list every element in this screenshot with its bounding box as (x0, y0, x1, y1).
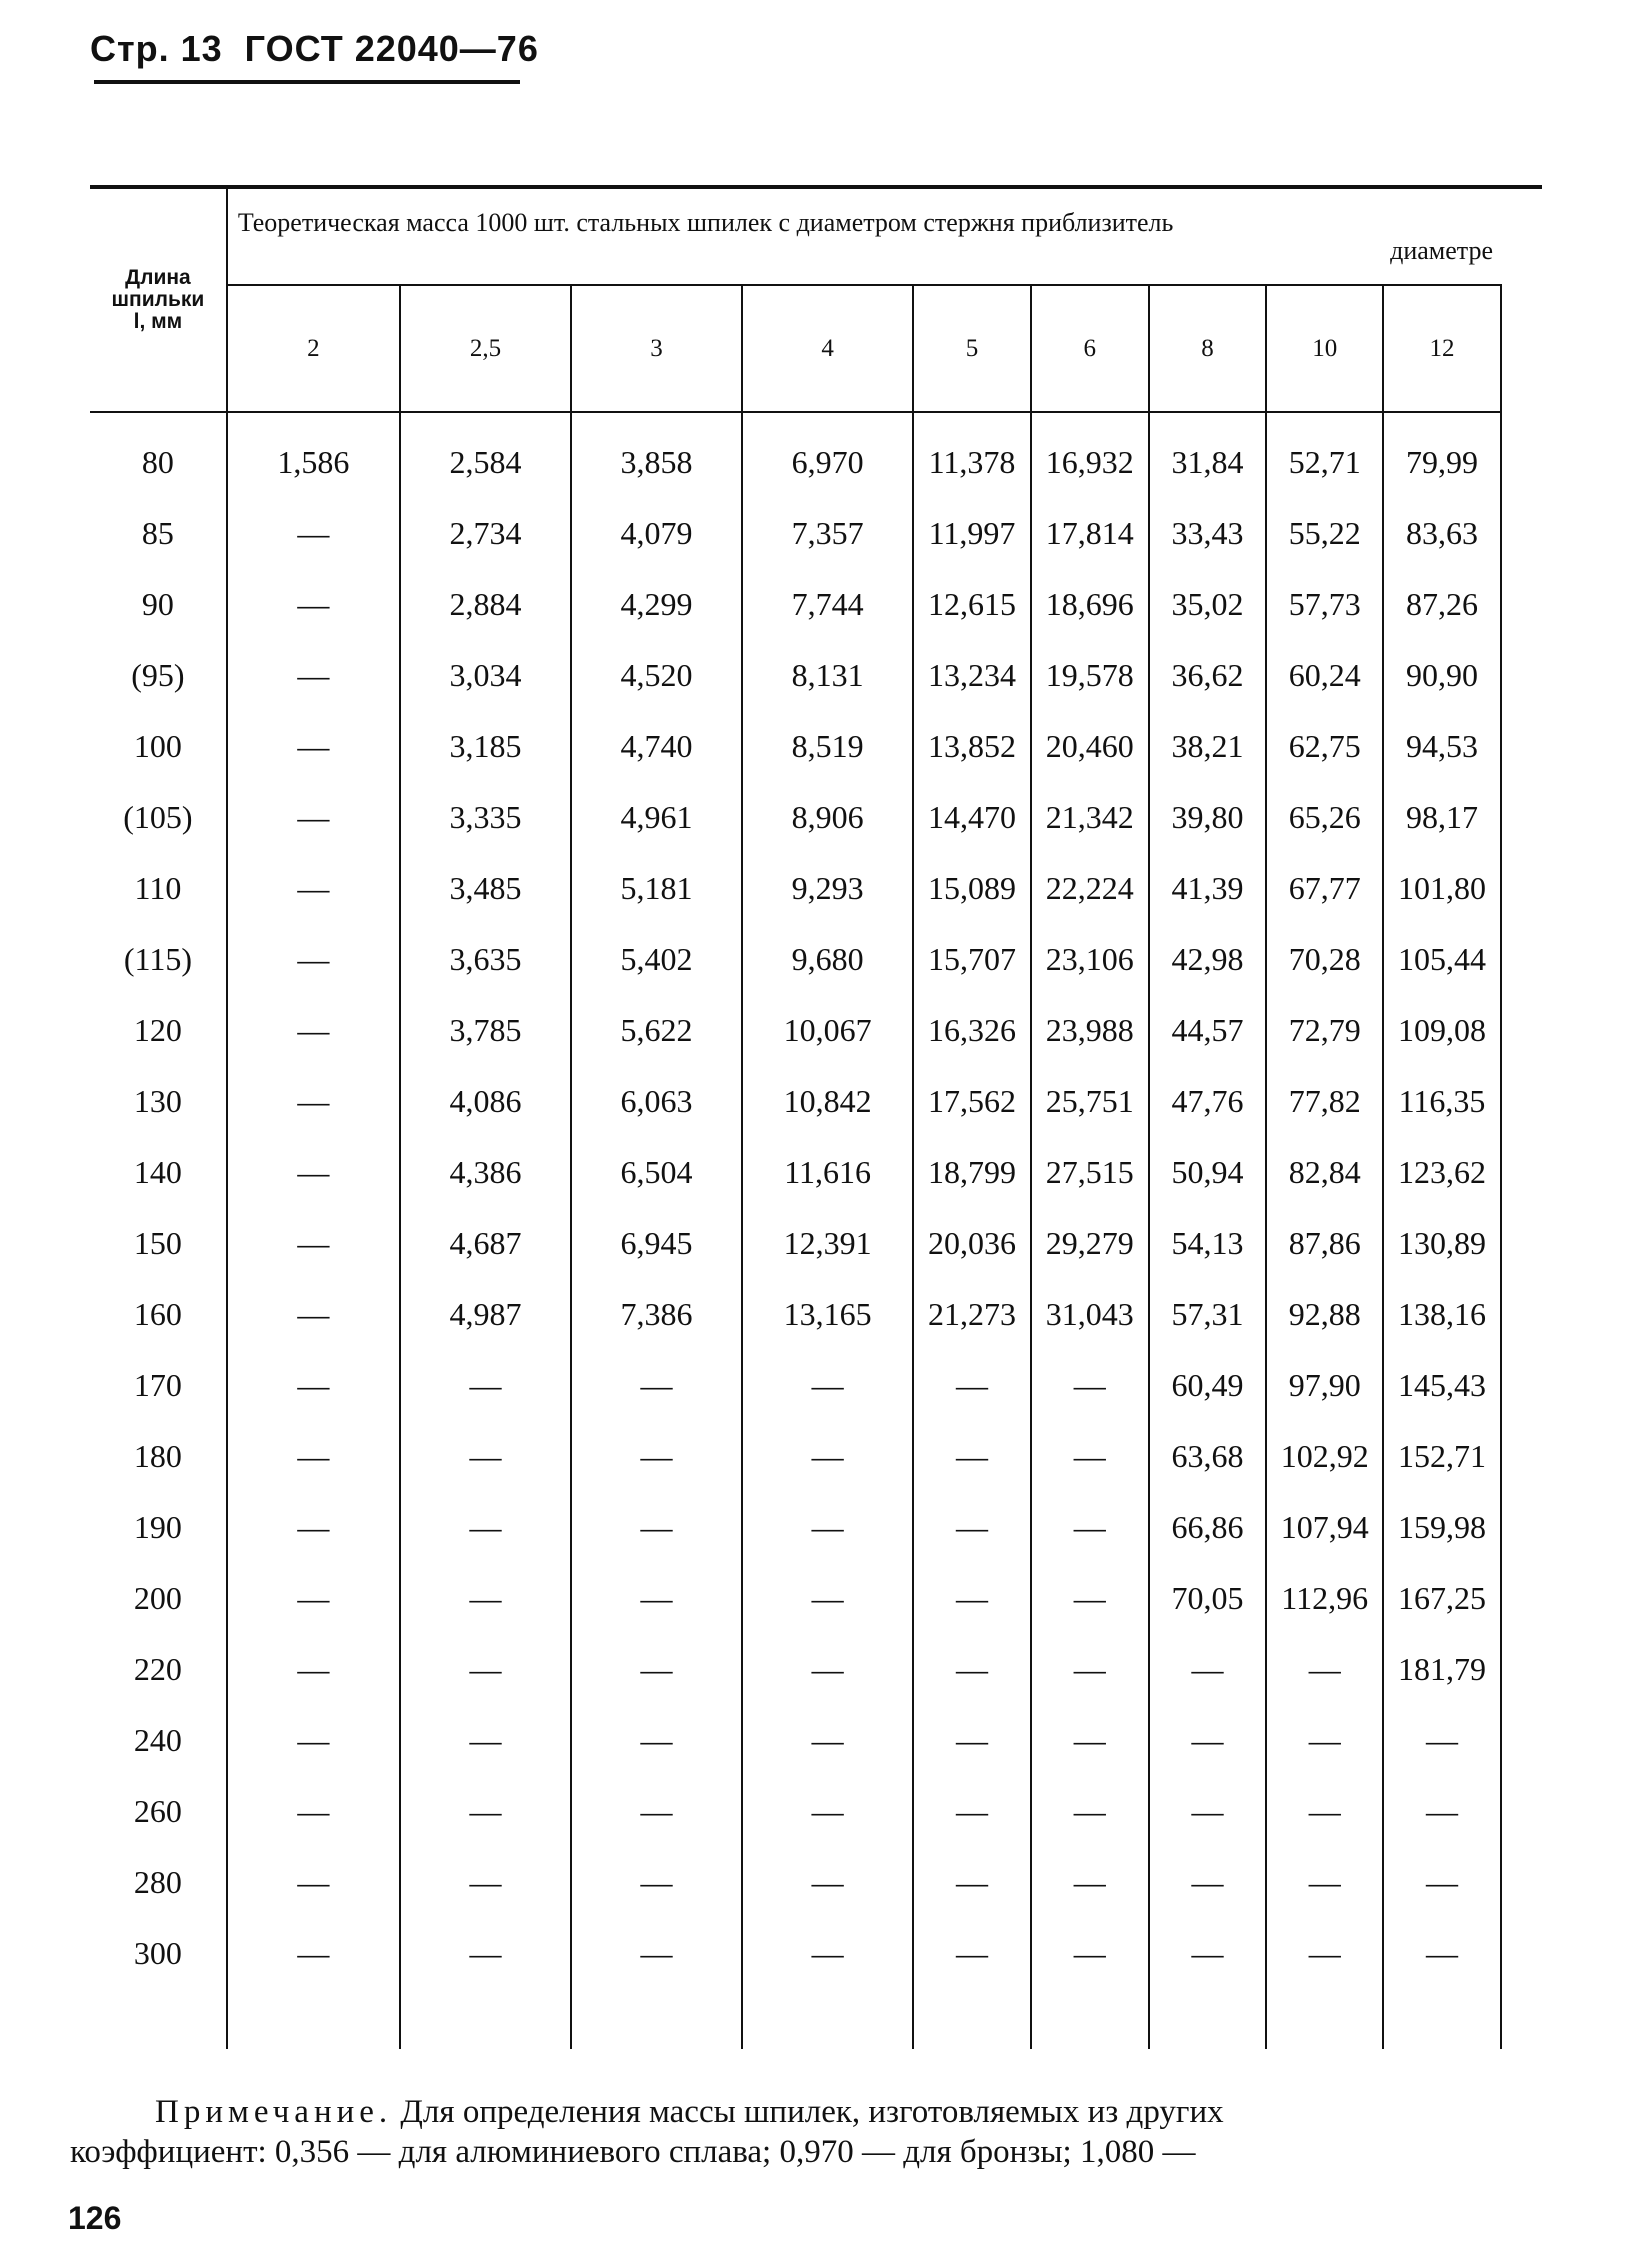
mass-cell: — (1031, 1421, 1149, 1492)
mass-cell: 5,402 (571, 924, 742, 995)
standard-code: ГОСТ 22040—76 (244, 28, 539, 69)
mass-cell: — (1266, 1776, 1383, 1847)
mass-cell: — (913, 1776, 1031, 1847)
mass-cell: — (227, 1563, 400, 1634)
mass-cell: 33,43 (1149, 498, 1267, 569)
mass-cell: 29,279 (1031, 1208, 1149, 1279)
mass-cell: — (227, 1634, 400, 1705)
mass-cell: 82,84 (1266, 1137, 1383, 1208)
mass-cell: 4,299 (571, 569, 742, 640)
length-cell: 190 (90, 1492, 227, 1563)
mass-cell: 6,063 (571, 1066, 742, 1137)
mass-cell: 3,335 (400, 782, 571, 853)
mass-cell: 21,342 (1031, 782, 1149, 853)
mass-cell: 23,106 (1031, 924, 1149, 995)
header-underline (94, 80, 520, 84)
length-header-line3: l, мм (133, 310, 183, 333)
mass-cell: — (742, 1350, 913, 1421)
mass-cell: 72,79 (1266, 995, 1383, 1066)
mass-cell: 3,185 (400, 711, 571, 782)
mass-cell: 12,615 (913, 569, 1031, 640)
diameter-header: 10 (1266, 285, 1383, 412)
table-row (90, 1066, 1501, 1137)
table-row (90, 427, 1501, 498)
mass-cell: — (227, 1776, 400, 1847)
mass-cell: — (742, 1421, 913, 1492)
mass-cell: 7,744 (742, 569, 913, 640)
mass-cell: 79,99 (1383, 427, 1501, 498)
mass-cell: — (1031, 1847, 1149, 1918)
length-cell: 160 (90, 1279, 227, 1350)
mass-cell: — (1031, 1563, 1149, 1634)
mass-cell: — (913, 1563, 1031, 1634)
mass-cell: — (227, 1492, 400, 1563)
length-cell: 120 (90, 995, 227, 1066)
mass-cell: — (1266, 1847, 1383, 1918)
mass-cell: 16,932 (1031, 427, 1149, 498)
mass-cell: 11,616 (742, 1137, 913, 1208)
mass-cell: 3,485 (400, 853, 571, 924)
table-row (90, 995, 1501, 1066)
mass-cell: 152,71 (1383, 1421, 1501, 1492)
mass-cell: 123,62 (1383, 1137, 1501, 1208)
table-row (90, 853, 1501, 924)
mass-cell: 90,90 (1383, 640, 1501, 711)
mass-cell: 31,84 (1149, 427, 1267, 498)
mass-cell: 17,562 (913, 1066, 1031, 1137)
mass-cell: — (400, 1350, 571, 1421)
mass-cell: 67,77 (1266, 853, 1383, 924)
mass-cell: 10,842 (742, 1066, 913, 1137)
mass-cell: 63,68 (1149, 1421, 1267, 1492)
table-row (90, 1279, 1501, 1350)
mass-cell: — (227, 1421, 400, 1492)
mass-cell: 7,357 (742, 498, 913, 569)
mass-cell: — (1031, 1492, 1149, 1563)
length-cell: 100 (90, 711, 227, 782)
length-cell: (95) (90, 640, 227, 711)
mass-cell: 66,86 (1149, 1492, 1267, 1563)
table-row (90, 1847, 1501, 1918)
mass-cell: 4,086 (400, 1066, 571, 1137)
mass-cell: 70,28 (1266, 924, 1383, 995)
mass-cell: — (227, 853, 400, 924)
table-row (90, 782, 1501, 853)
mass-cell: 83,63 (1383, 498, 1501, 569)
mass-cell: — (227, 782, 400, 853)
length-cell: 85 (90, 498, 227, 569)
length-cell: 150 (90, 1208, 227, 1279)
mass-cell: 65,26 (1266, 782, 1383, 853)
mass-cell: 44,57 (1149, 995, 1267, 1066)
diameter-header: 5 (913, 285, 1031, 412)
length-cell: 140 (90, 1137, 227, 1208)
diameter-header: 2,5 (400, 285, 571, 412)
mass-cell: 138,16 (1383, 1279, 1501, 1350)
mass-cell: 18,696 (1031, 569, 1149, 640)
mass-cell: — (227, 1208, 400, 1279)
mass-cell: 13,165 (742, 1279, 913, 1350)
mass-cell: 17,814 (1031, 498, 1149, 569)
mass-cell: 52,71 (1266, 427, 1383, 498)
table-row (90, 1350, 1501, 1421)
table-row (90, 498, 1501, 569)
mass-cell: — (742, 1705, 913, 1776)
mass-cell: 5,622 (571, 995, 742, 1066)
mass-cell: — (1149, 1634, 1267, 1705)
mass-cell: — (227, 1705, 400, 1776)
mass-cell: — (913, 1847, 1031, 1918)
length-header-line2: шпильки (111, 288, 205, 311)
mass-cell: 38,21 (1149, 711, 1267, 782)
mass-cell: 35,02 (1149, 569, 1267, 640)
mass-cell: — (571, 1492, 742, 1563)
mass-cell: — (1149, 1847, 1267, 1918)
mass-cell: 97,90 (1266, 1350, 1383, 1421)
length-cell: 130 (90, 1066, 227, 1137)
mass-cell: — (227, 995, 400, 1066)
mass-cell: — (400, 1705, 571, 1776)
footnote-line2: коэффициент: 0,356 — для алюминиевого сплава; 0,970 — для бронзы; 1,080 — (70, 2134, 1196, 2170)
page-header (90, 28, 539, 70)
mass-cell: — (913, 1634, 1031, 1705)
mass-cell: 94,53 (1383, 711, 1501, 782)
mass-cell: — (742, 1563, 913, 1634)
mass-title-line1: Теоретическая масса 1000 шт. стальных шпилек с диаметром стержня приблизитель (237, 207, 1174, 237)
footnote-label: Примечание. (155, 2094, 393, 2130)
mass-cell: 19,578 (1031, 640, 1149, 711)
length-cell: 280 (90, 1847, 227, 1918)
diameter-header: 8 (1149, 285, 1267, 412)
mass-cell: 181,79 (1383, 1634, 1501, 1705)
mass-cell: 159,98 (1383, 1492, 1501, 1563)
table-row (90, 1492, 1501, 1563)
mass-cell: 62,75 (1266, 711, 1383, 782)
mass-cell: 13,852 (913, 711, 1031, 782)
length-cell: (115) (90, 924, 227, 995)
length-cell: 200 (90, 1563, 227, 1634)
mass-cell: — (571, 1705, 742, 1776)
mass-cell: — (571, 1847, 742, 1918)
mass-cell: — (227, 569, 400, 640)
mass-cell: — (1149, 1918, 1267, 1989)
mass-cell: 4,961 (571, 782, 742, 853)
mass-cell: — (227, 498, 400, 569)
mass-cell: 145,43 (1383, 1350, 1501, 1421)
mass-cell: 9,293 (742, 853, 913, 924)
diameter-header: 4 (742, 285, 913, 412)
mass-title-header (227, 189, 1501, 285)
length-cell: 300 (90, 1918, 227, 1989)
mass-cell: — (913, 1421, 1031, 1492)
mass-cell: 4,520 (571, 640, 742, 711)
mass-cell: 77,82 (1266, 1066, 1383, 1137)
mass-cell: 23,988 (1031, 995, 1149, 1066)
mass-cell: 55,22 (1266, 498, 1383, 569)
mass-cell: — (227, 711, 400, 782)
mass-cell: — (227, 1279, 400, 1350)
mass-cell: — (227, 1066, 400, 1137)
table-row (90, 640, 1501, 711)
mass-cell: 112,96 (1266, 1563, 1383, 1634)
mass-cell: — (227, 1847, 400, 1918)
mass-cell: — (571, 1350, 742, 1421)
mass-cell: — (913, 1918, 1031, 1989)
mass-cell: 22,224 (1031, 853, 1149, 924)
mass-cell: — (1383, 1847, 1501, 1918)
mass-cell: 92,88 (1266, 1279, 1383, 1350)
mass-cell: — (913, 1350, 1031, 1421)
diameter-header: 3 (571, 285, 742, 412)
mass-cell: — (227, 640, 400, 711)
length-cell: 90 (90, 569, 227, 640)
footnote-line1 (70, 2092, 1490, 2132)
mass-cell: — (1383, 1776, 1501, 1847)
mass-cell: 2,884 (400, 569, 571, 640)
mass-cell: 4,079 (571, 498, 742, 569)
mass-cell: — (1266, 1918, 1383, 1989)
mass-cell: 50,94 (1149, 1137, 1267, 1208)
mass-cell: — (227, 924, 400, 995)
mass-cell: — (1149, 1776, 1267, 1847)
mass-cell: 18,799 (913, 1137, 1031, 1208)
footnote-line1-text: Для определения массы шпилек, изготовляемых из других (392, 2094, 1224, 2130)
length-cell: 80 (90, 427, 227, 498)
mass-cell: — (1383, 1705, 1501, 1776)
table-row (90, 1634, 1501, 1705)
mass-cell: — (227, 1918, 400, 1989)
mass-cell: 3,034 (400, 640, 571, 711)
mass-cell: 14,470 (913, 782, 1031, 853)
mass-cell: — (400, 1421, 571, 1492)
mass-cell: 109,08 (1383, 995, 1501, 1066)
mass-cell: — (913, 1705, 1031, 1776)
mass-cell: 6,970 (742, 427, 913, 498)
table-row (90, 1421, 1501, 1492)
mass-cell: 57,31 (1149, 1279, 1267, 1350)
mass-cell: 101,80 (1383, 853, 1501, 924)
mass-cell: — (571, 1634, 742, 1705)
mass-cell: — (1031, 1776, 1149, 1847)
diameter-header: 2 (227, 285, 400, 412)
mass-cell: 57,73 (1266, 569, 1383, 640)
mass-cell: 105,44 (1383, 924, 1501, 995)
mass-cell: — (742, 1847, 913, 1918)
page-number-label: Стр. 13 (90, 28, 223, 69)
mass-cell: 39,80 (1149, 782, 1267, 853)
mass-cell: — (1031, 1705, 1149, 1776)
table-row (90, 569, 1501, 640)
diameter-header: 12 (1383, 285, 1501, 412)
mass-cell: — (1266, 1634, 1383, 1705)
length-cell: 220 (90, 1634, 227, 1705)
mass-cell: — (227, 1137, 400, 1208)
length-column-header (90, 189, 227, 412)
mass-cell: — (1031, 1350, 1149, 1421)
mass-cell: — (742, 1634, 913, 1705)
mass-cell: 102,92 (1266, 1421, 1383, 1492)
mass-cell: — (400, 1492, 571, 1563)
length-cell: 180 (90, 1421, 227, 1492)
table-row (90, 1705, 1501, 1776)
mass-table-body (90, 412, 1501, 2049)
length-cell: 260 (90, 1776, 227, 1847)
mass-cell: 4,740 (571, 711, 742, 782)
mass-cell: 8,519 (742, 711, 913, 782)
table-row (90, 1776, 1501, 1847)
mass-cell: 116,35 (1383, 1066, 1501, 1137)
mass-cell: — (1266, 1705, 1383, 1776)
mass-cell: 13,234 (913, 640, 1031, 711)
table-row (90, 1137, 1501, 1208)
mass-cell: 20,036 (913, 1208, 1031, 1279)
footnote (70, 2092, 1490, 2172)
mass-cell: 107,94 (1266, 1492, 1383, 1563)
mass-cell: — (1031, 1634, 1149, 1705)
mass-cell: 15,707 (913, 924, 1031, 995)
mass-cell: 7,386 (571, 1279, 742, 1350)
mass-cell: 60,49 (1149, 1350, 1267, 1421)
table-row (90, 924, 1501, 995)
table-tail-row (90, 1989, 1501, 2049)
mass-cell: 3,635 (400, 924, 571, 995)
mass-cell: — (1149, 1705, 1267, 1776)
mass-cell: — (571, 1421, 742, 1492)
length-header-line1: Длина (125, 266, 191, 289)
length-cell: 170 (90, 1350, 227, 1421)
table-row (90, 1563, 1501, 1634)
mass-cell: — (742, 1918, 913, 1989)
mass-cell: 21,273 (913, 1279, 1031, 1350)
mass-cell: 12,391 (742, 1208, 913, 1279)
mass-cell: 15,089 (913, 853, 1031, 924)
mass-cell: — (913, 1492, 1031, 1563)
mass-table (90, 189, 1502, 2049)
mass-cell: — (571, 1776, 742, 1847)
mass-cell: 6,945 (571, 1208, 742, 1279)
mass-cell: 87,86 (1266, 1208, 1383, 1279)
mass-cell: 130,89 (1383, 1208, 1501, 1279)
mass-cell: 8,906 (742, 782, 913, 853)
mass-cell: — (400, 1847, 571, 1918)
mass-cell: 54,13 (1149, 1208, 1267, 1279)
length-cell: 110 (90, 853, 227, 924)
table-row (90, 1918, 1501, 1989)
mass-cell: 3,858 (571, 427, 742, 498)
mass-cell: — (571, 1918, 742, 1989)
mass-cell: — (400, 1776, 571, 1847)
mass-cell: 27,515 (1031, 1137, 1149, 1208)
mass-cell: — (1031, 1918, 1149, 1989)
mass-cell: 4,386 (400, 1137, 571, 1208)
mass-cell: 8,131 (742, 640, 913, 711)
mass-cell: 41,39 (1149, 853, 1267, 924)
mass-cell: 4,687 (400, 1208, 571, 1279)
length-cell: (105) (90, 782, 227, 853)
table-row (90, 711, 1501, 782)
mass-cell: 6,504 (571, 1137, 742, 1208)
mass-cell: 11,997 (913, 498, 1031, 569)
mass-cell: 16,326 (913, 995, 1031, 1066)
mass-cell: 2,734 (400, 498, 571, 569)
mass-cell: — (571, 1563, 742, 1634)
mass-cell: 42,98 (1149, 924, 1267, 995)
mass-cell: 2,584 (400, 427, 571, 498)
mass-cell: 20,460 (1031, 711, 1149, 782)
mass-cell: 36,62 (1149, 640, 1267, 711)
mass-cell: 11,378 (913, 427, 1031, 498)
mass-cell: 47,76 (1149, 1066, 1267, 1137)
mass-cell: — (742, 1776, 913, 1847)
diameter-header: 6 (1031, 285, 1149, 412)
mass-cell: 9,680 (742, 924, 913, 995)
mass-cell: 167,25 (1383, 1563, 1501, 1634)
mass-cell: 87,26 (1383, 569, 1501, 640)
mass-cell: 25,751 (1031, 1066, 1149, 1137)
mass-title-line2: диаметре (1390, 235, 1493, 265)
mass-cell: 3,785 (400, 995, 571, 1066)
mass-cell: 60,24 (1266, 640, 1383, 711)
mass-cell: 31,043 (1031, 1279, 1149, 1350)
mass-cell: — (742, 1492, 913, 1563)
table-spacer-row (90, 412, 1501, 427)
mass-cell: — (227, 1350, 400, 1421)
mass-cell: 4,987 (400, 1279, 571, 1350)
mass-cell: — (400, 1634, 571, 1705)
mass-cell: 70,05 (1149, 1563, 1267, 1634)
mass-cell: 98,17 (1383, 782, 1501, 853)
mass-cell: 1,586 (227, 427, 400, 498)
mass-cell: — (400, 1918, 571, 1989)
mass-cell: — (400, 1563, 571, 1634)
length-cell: 240 (90, 1705, 227, 1776)
page-number: 126 (68, 2200, 122, 2236)
mass-cell: — (1383, 1918, 1501, 1989)
table-row (90, 1208, 1501, 1279)
mass-cell: 10,067 (742, 995, 913, 1066)
mass-cell: 5,181 (571, 853, 742, 924)
